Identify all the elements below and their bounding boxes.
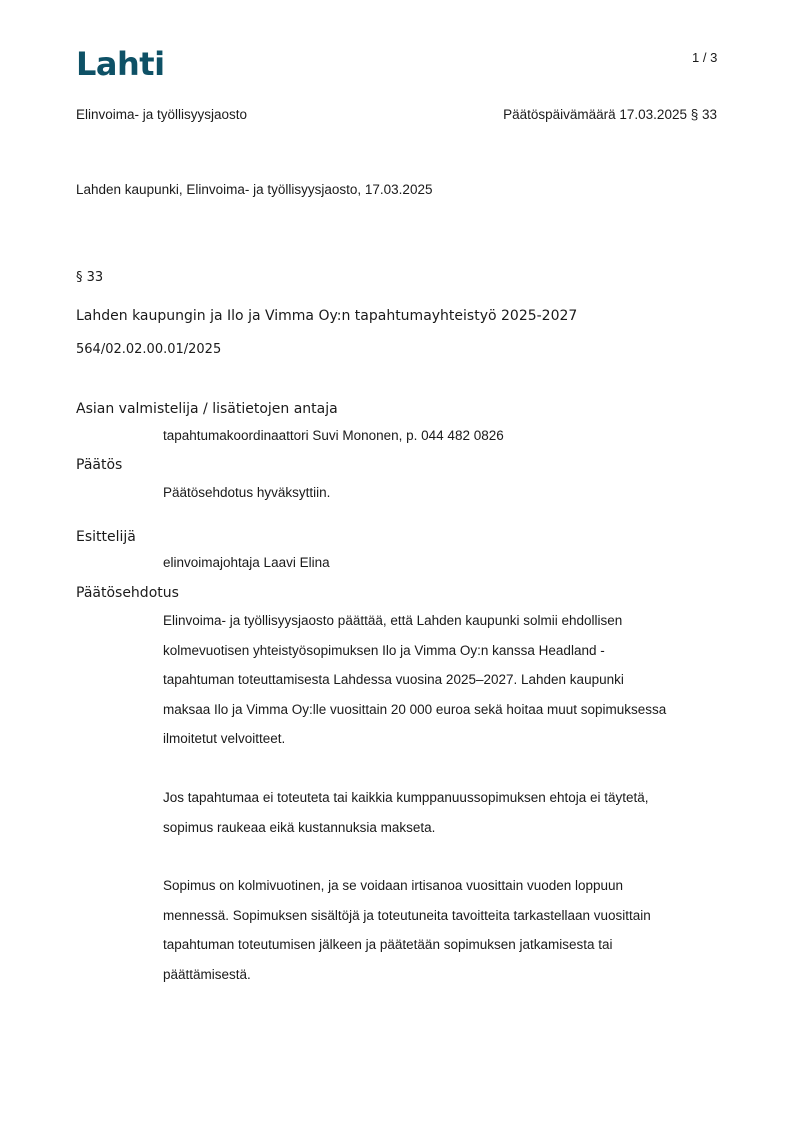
presenter-value: elinvoimajohtaja Laavi Elina — [163, 555, 330, 570]
document-subtitle: Lahden kaupunki, Elinvoima- ja työllisyysjaosto, 17.03.2025 — [76, 182, 433, 197]
page-number: 1 / 3 — [692, 50, 718, 65]
document-number: 564/02.02.00.01/2025 — [76, 342, 222, 357]
document-title: Lahden kaupungin ja Ilo ja Vimma Oy:n tapahtumayhteistyö 2025-2027 — [76, 308, 578, 324]
section-number: § 33 — [76, 270, 104, 285]
proposal-label: Päätösehdotus — [76, 585, 179, 601]
header-decision-date: Päätöspäivämäärä 17.03.2025 § 33 — [503, 107, 717, 122]
presenter-label: Esittelijä — [76, 529, 136, 545]
text-line: kolmevuotisen yhteistyösopimuksen Ilo ja Vimma Oy:n kanssa Headland - — [163, 642, 605, 658]
text-line: Elinvoima- ja työllisyysjaosto päättää, että Lahden kaupunki solmii ehdollisen — [163, 613, 623, 628]
text-line: mennessä. Sopimuksen sisältöjä ja toteutuneita tavoitteita tarkastellaan vuosittain — [163, 907, 651, 923]
lahti-logo: Lahti — [76, 45, 165, 83]
proposal-paragraph-2 — [163, 783, 723, 842]
preparer-value: tapahtumakoordinaattori Suvi Mononen, p. 044 482 0826 — [163, 428, 504, 443]
proposal-paragraph-3 — [163, 871, 723, 989]
decision-value: Päätösehdotus hyväksyttiin. — [163, 485, 331, 500]
header-committee: Elinvoima- ja työllisyysjaosto — [76, 107, 248, 122]
decision-label: Päätös — [76, 457, 123, 473]
text-line: tapahtuman toteuttamisesta Lahdessa vuosina 2025–2027. Lahden kaupunki — [163, 672, 624, 687]
text-line: Sopimus on kolmivuotinen, ja se voidaan irtisanoa vuosittain vuoden loppuun — [163, 878, 624, 893]
text-line: sopimus raukeaa eikä kustannuksia makseta. — [163, 819, 436, 835]
text-line: maksaa Ilo ja Vimma Oy:lle vuosittain 20 000 euroa sekä hoitaa muut sopimuksessa — [163, 701, 667, 717]
text-line: päättämisestä. — [163, 966, 251, 982]
text-line: Jos tapahtumaa ei toteuteta tai kaikkia kumppanuussopimuksen ehtoja ei täytetä, — [163, 790, 649, 805]
preparer-label: Asian valmistelija / lisätietojen antaja — [76, 401, 338, 417]
proposal-paragraph-1 — [163, 606, 723, 754]
text-line: tapahtuman toteutumisen jälkeen ja päätetään sopimuksen jatkamisesta tai — [163, 937, 613, 952]
text-line: ilmoitetut velvoitteet. — [163, 731, 286, 746]
